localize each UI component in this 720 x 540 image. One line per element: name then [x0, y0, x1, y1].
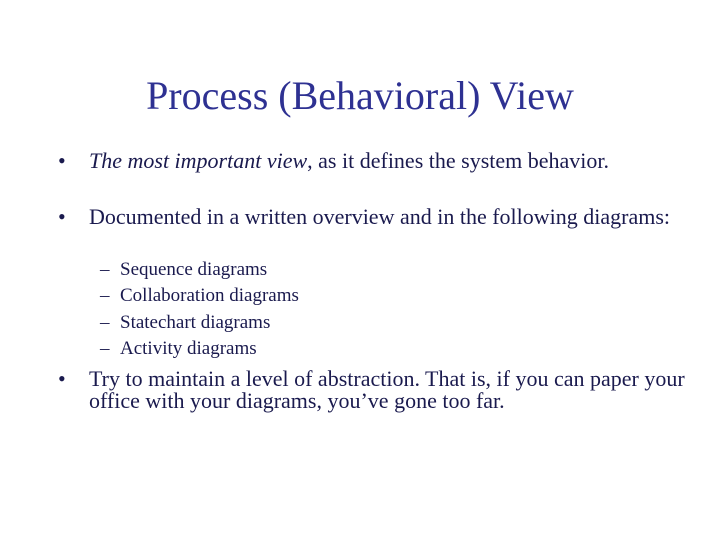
- bullet-marker: •: [58, 148, 66, 173]
- sub-item-marker: –: [100, 312, 110, 333]
- slide-title: Process (Behavioral) View: [146, 73, 574, 118]
- bullet-emphasis: The most important view: [89, 148, 308, 173]
- bullet-marker: •: [58, 204, 66, 229]
- bullet-text: [89, 150, 709, 172]
- bullet-text: Try to maintain a level of abstraction. That is, if you can paper your office with your diagrams, you’ve gone too far.: [89, 366, 685, 413]
- sub-item-marker: –: [100, 338, 110, 359]
- sub-item-text: Statechart diagrams: [120, 312, 271, 333]
- bullet-marker: •: [58, 366, 66, 391]
- sub-item-text: Collaboration diagrams: [120, 285, 299, 306]
- sub-item-text: Sequence diagrams: [120, 259, 268, 280]
- sub-item-marker: –: [100, 285, 110, 306]
- bullet-text-rest: , as it defines the system behavior.: [307, 148, 609, 173]
- bullet-text: Documented in a written overview and in the following diagrams:: [89, 204, 671, 229]
- sub-item-text: Activity diagrams: [120, 338, 257, 359]
- sub-item-marker: –: [100, 259, 110, 280]
